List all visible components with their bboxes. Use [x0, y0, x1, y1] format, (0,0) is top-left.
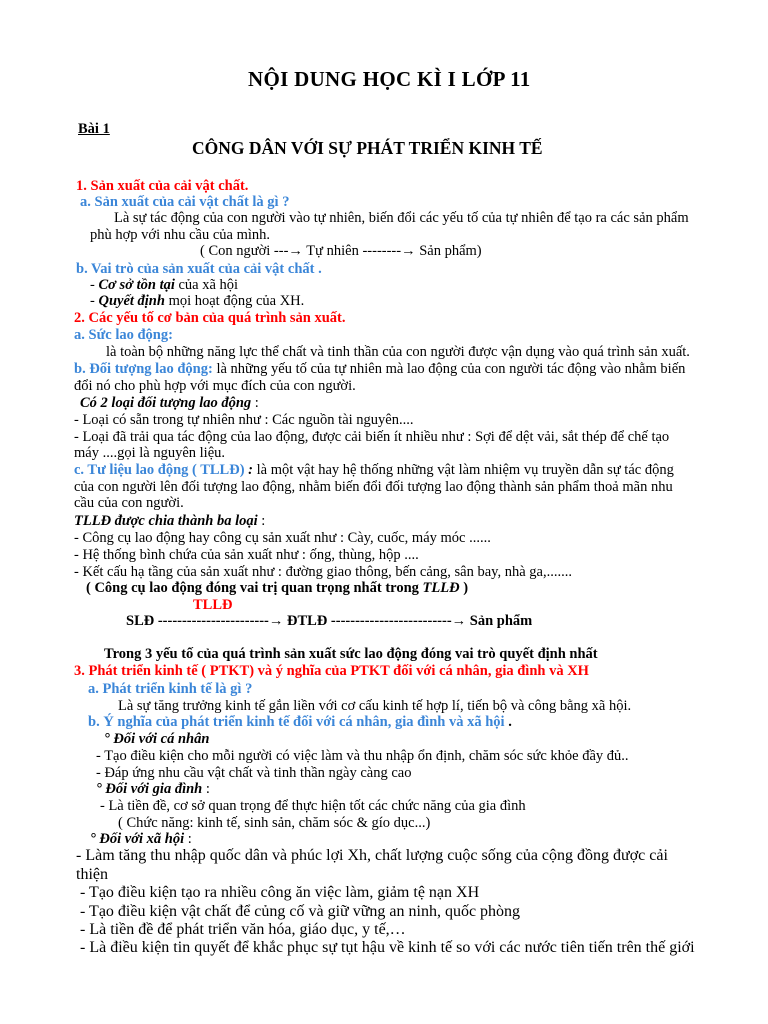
section-1b-item-1: - Cơ sở tồn tại của xã hội — [90, 277, 239, 293]
section-3b-society-4: - Là tiền đề để phát triển văn hóa, giáo dục, y tế,… — [80, 921, 406, 938]
section-2c-line-2: của con người lên đối tượng lao động, nhằm biến đổi đối tượng lao động thành sản phẩm thoả mãn nhu — [74, 479, 673, 495]
section-3b-society-1-line-2: thiện — [76, 866, 108, 883]
section-3b-personal-heading: ° Đối với cá nhân — [104, 731, 210, 747]
section-3b-family-2: ( Chức năng: kinh tế, sinh sản, chăm sóc & gío dục...) — [118, 815, 431, 831]
text: mọi hoạt động của XH. — [164, 293, 305, 309]
section-3b-society-5: - Là điều kiện tin quyết để khắc phục sự tụt hậu về kinh tế so với các nước tiên tiến trên thế giới — [80, 939, 695, 956]
text: : — [257, 513, 266, 529]
diagram-tlld-label: TLLĐ — [193, 597, 233, 613]
section-2-conclusion: Trong 3 yếu tố của quá trình sản xuất sức lao động đóng vai trò quyết định nhất — [104, 646, 598, 662]
section-2a-text: là toàn bộ những năng lực thể chất và tinh thần của con người được vận dụng vào quá trình sản xuất. — [106, 344, 690, 360]
term-quyet-dinh: Quyết định — [98, 293, 165, 309]
section-3b-society-heading — [90, 830, 192, 848]
text: của xã hội — [174, 277, 239, 293]
section-3b-society-2: - Tạo điều kiện tạo ra nhiều công ăn việc làm, giảm tệ nạn XH — [80, 884, 480, 901]
section-1a-heading: a. Sản xuất của cải vật chất là gì ? — [80, 194, 290, 210]
section-2-heading: 2. Các yếu tố cơ bản của quá trình sản xuất. — [74, 310, 346, 326]
section-2b-type-2-line-2: máy ....gọi là nguyên liệu. — [74, 445, 226, 461]
section-3b-personal-2: - Đáp ứng nhu cầu vật chất và tinh thần ngày càng cao — [96, 765, 412, 781]
text: là những yếu tố của tự nhiên mà lao động của con người tác động vào nhằm biến — [212, 361, 686, 377]
text: là một vật hay hệ thống những vật làm nhiệm vụ truyền dẫn sự tác động — [253, 462, 674, 478]
section-3a-heading: a. Phát triển kinh tế là gì ? — [88, 681, 253, 697]
section-2c-note — [86, 579, 468, 597]
lesson-title: CÔNG DÂN VỚI SỰ PHÁT TRIỂN KINH TẾ — [192, 138, 543, 158]
section-1b-heading: b. Vai trò của sản xuất của cải vật chất . — [76, 261, 322, 277]
section-3-heading: 3. Phát triển kinh tế ( PTKT) và ý nghĩa của PTKT đối với cá nhân, gia đình và XH — [74, 663, 589, 679]
section-2b-line-2: đổi nó cho phù hợp với mục đích của con người. — [74, 378, 356, 394]
section-1b-item-2: - Quyết định mọi hoạt động của XH. — [90, 293, 305, 309]
text: : — [184, 831, 192, 847]
text: : — [202, 781, 210, 797]
section-3b-society-3: - Tạo điều kiện vật chất để củng cố và giữ vững an ninh, quốc phòng — [80, 903, 521, 920]
text: : — [251, 395, 259, 411]
section-3b-family-1: - Là tiền đề, cơ sở quan trọng để thực hiện tốt các chức năng của gia đình — [100, 798, 526, 814]
text: Có 2 loại đối tượng lao động — [80, 395, 252, 411]
section-3b-society-1-line-1: - Làm tăng thu nhập quốc dân và phúc lợi Xh, chất lượng cuộc sống của cộng đồng được cải — [76, 847, 668, 864]
section-1a-line-2: phù hợp với nhu cầu của mình. — [90, 227, 271, 243]
section-2c-type-2: - Hệ thống bình chứa của sản xuất như : ống, thùng, hộp .... — [74, 547, 419, 563]
page-title: NỘI DUNG HỌC KÌ I LỚP 11 — [248, 67, 531, 91]
text: : — [244, 462, 253, 478]
text: ° Đối với xã hội — [90, 831, 185, 847]
section-3a-text: Là sự tăng trưởng kinh tế gắn liền với cơ cấu kinh tế hợp lí, tiến bộ và công bằng xã hội. — [118, 698, 632, 714]
section-2a-heading: a. Sức lao động: — [74, 327, 173, 343]
section-2b-heading: b. Đối tượng lao động: — [74, 361, 213, 377]
section-2c-types — [74, 512, 265, 530]
text: ) — [459, 580, 469, 596]
term-co-so-ton-tai: Cơ sở tồn tại — [98, 277, 175, 293]
text: TLLĐ được chia thành ba loại — [74, 513, 258, 529]
section-2b-type-1: - Loại có sẵn trong tự nhiên như : Các nguồn tài nguyên.... — [74, 412, 414, 428]
lesson-label: Bài 1 — [78, 121, 110, 137]
section-3b-family-heading — [96, 780, 210, 798]
section-2c-line-1 — [74, 461, 674, 479]
section-3b-personal-1: - Tạo điều kiện cho mỗi người có việc làm và thu nhập ổn định, chăm sóc sức khỏe đầy đủ.. — [96, 748, 629, 764]
section-1a-line-1: Là sự tác động của con người vào tự nhiên, biến đổi các yếu tố của tự nhiên để tạo ra các sản phẩm — [114, 210, 689, 226]
section-2b-type-2-line-1: - Loại đã trải qua tác động của lao động, được cải biến ít nhiều như : Sợi để dệt vải, sắt thép để chế tạo — [74, 429, 670, 445]
text: . — [504, 714, 512, 730]
section-2b-line-1 — [74, 360, 685, 378]
section-2c-type-3: - Kết cấu hạ tầng của sản xuất như : đường giao thông, bến cảng, sân bay, nhà ga,....... — [74, 564, 572, 580]
text: ° Đối với gia đình — [96, 781, 203, 797]
section-2c-heading: c. Tư liệu lao động ( TLLĐ) — [74, 462, 245, 478]
text: TLLĐ — [422, 580, 460, 596]
text: ( Công cụ lao động đóng vai trị quan trọng nhất trong — [86, 580, 423, 596]
section-3b-heading-line — [88, 713, 512, 731]
section-1-heading: 1. Sản xuất của cải vật chất. — [76, 178, 249, 194]
section-2c-line-3: cầu của con người. — [74, 495, 184, 511]
section-2b-types — [80, 394, 259, 412]
diagram-flow: SLĐ -----------------------→ ĐTLĐ -------------------------→ Sản phẩm — [126, 613, 533, 629]
section-2c-type-1: - Công cụ lao động hay công cụ sản xuất như : Cày, cuốc, máy móc ...... — [74, 530, 491, 546]
section-3b-heading: b. Ý nghĩa của phát triển kinh tế đối với cá nhân, gia đình và xã hội — [88, 714, 505, 730]
section-1a-flow: ( Con người ---→ Tự nhiên --------→ Sản phẩm) — [200, 243, 482, 259]
